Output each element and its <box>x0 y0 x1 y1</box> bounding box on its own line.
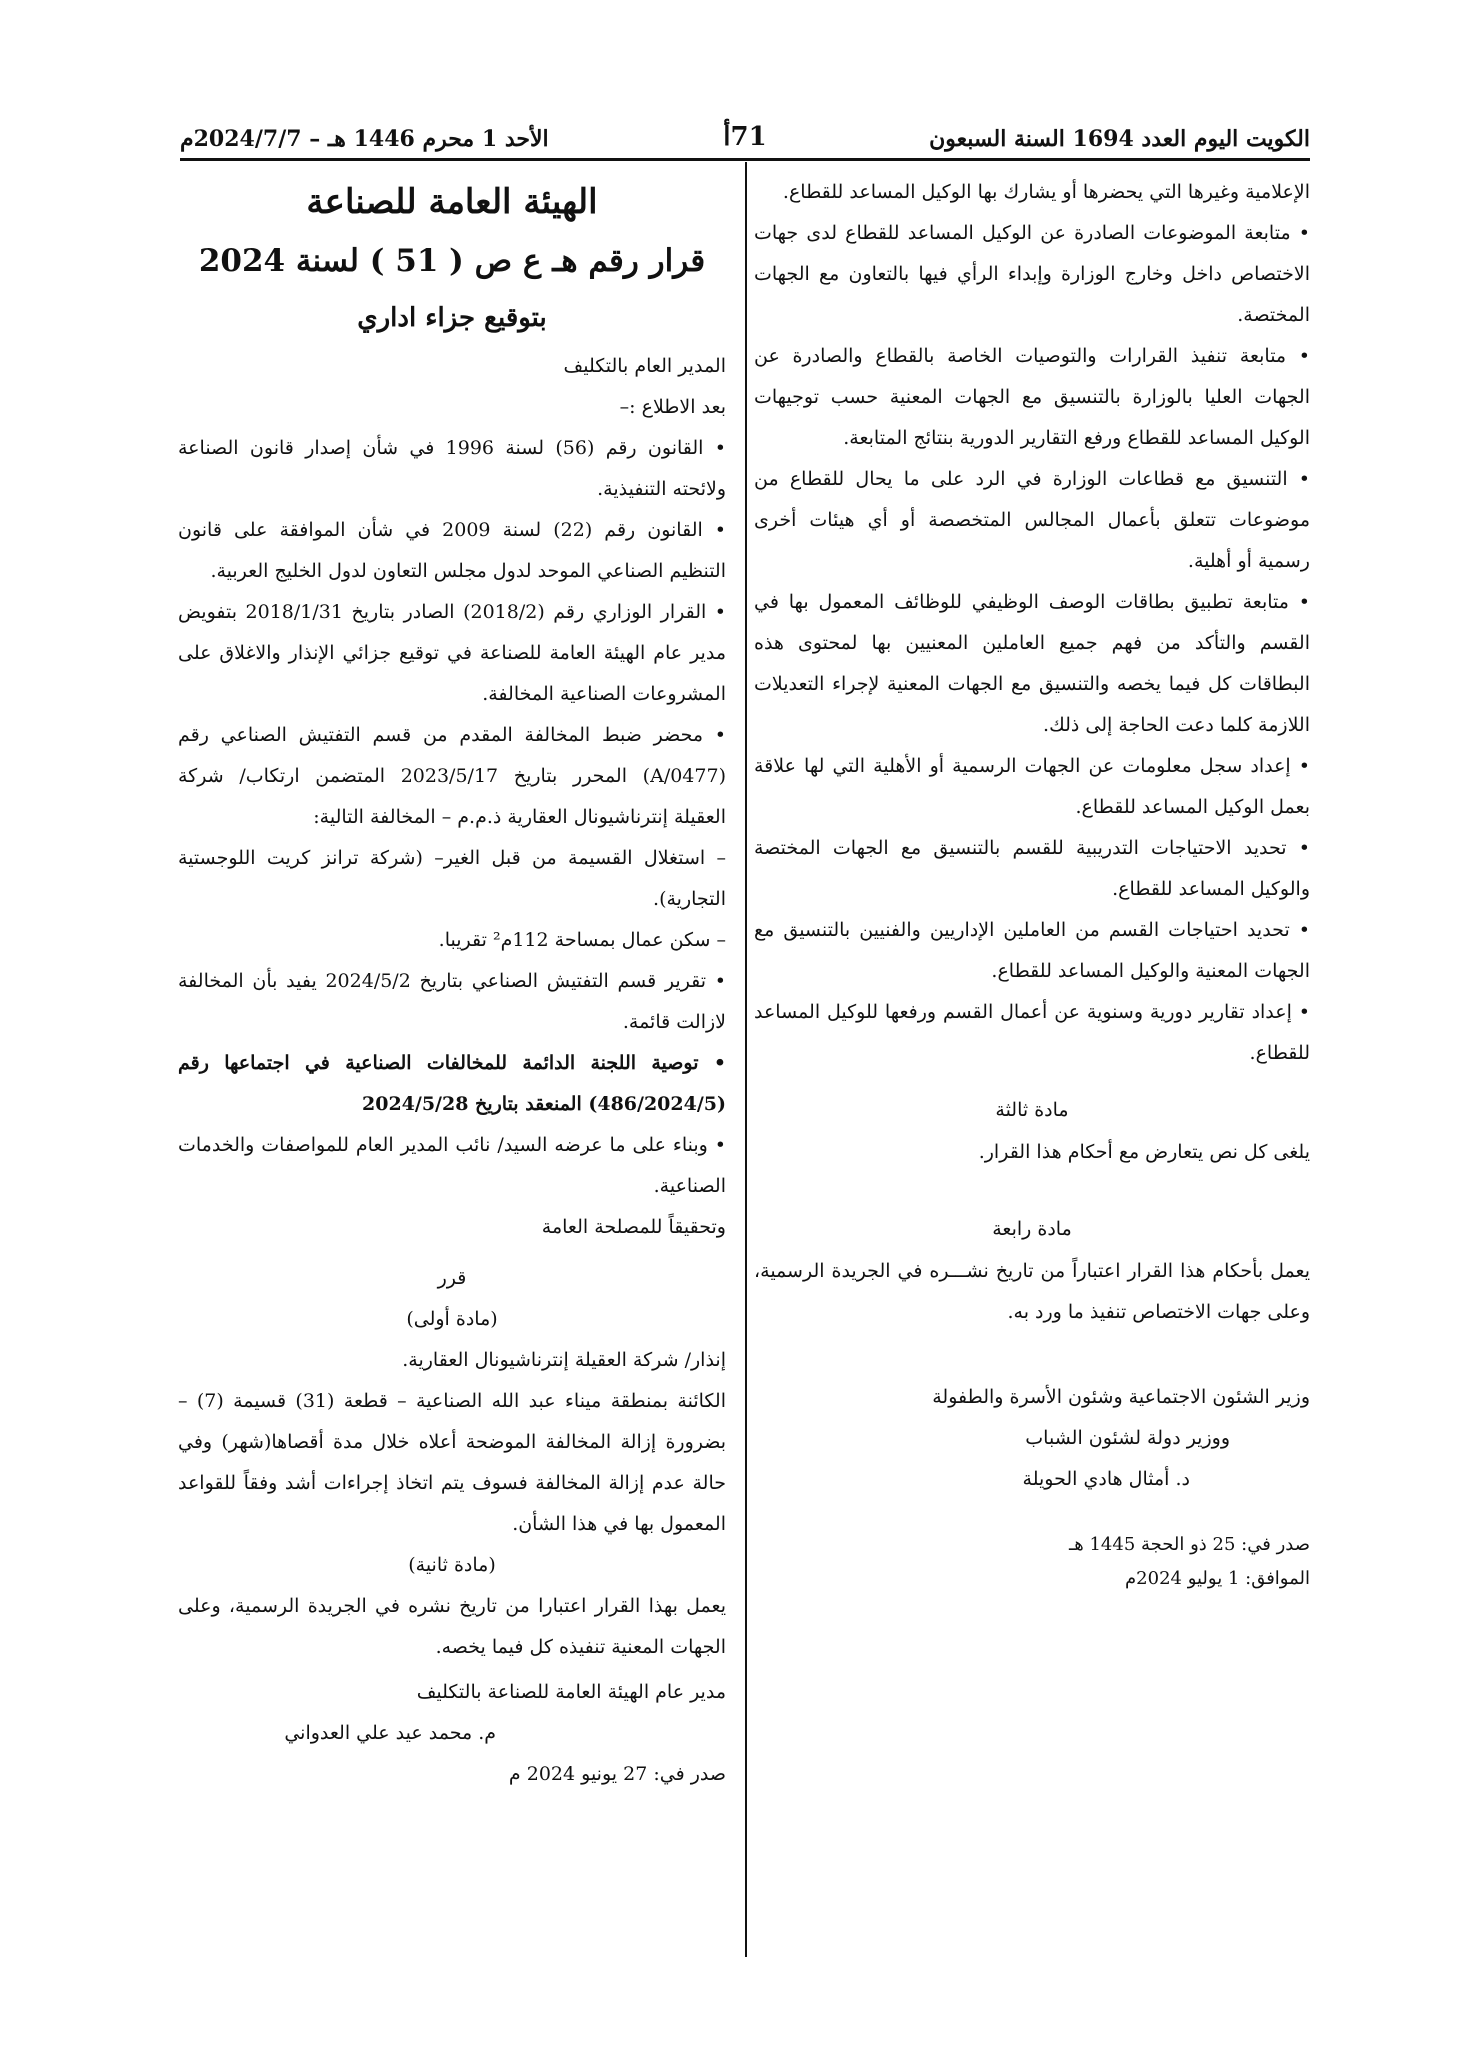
list-item: • متابعة تطبيق بطاقات الوصف الوظيفي للوظائف المعمول بها في القسم والتأكد من فهم جميع العاملين المعنيين بها لمحتوى هذه البطاقات كل فيما يخصه والتنسيق مع الجهات المعنية لإجراء التعديلات اللازمة كلما دعت الحاجة إلى ذلك. <box>754 591 1310 736</box>
list-item: • وبناء على ما عرضه السيد/ نائب المدير العام للمواصفات والخدمات الصناعية. <box>178 1134 726 1197</box>
minister-title-2: ووزير دولة لشئون الشباب <box>1025 1427 1230 1449</box>
decision-subject: بتوقيع جزاء اداري <box>357 303 547 333</box>
article-3-title: مادة ثالثة <box>995 1099 1069 1121</box>
list-item: • متابعة الموضوعات الصادرة عن الوكيل المساعد للقطاع لدى جهات الاختصاص داخل وخارج الوزارة وإبداء الرأي فيها بالتعاون مع الجهات المختصة. <box>754 222 1310 326</box>
page-number: 71أ <box>723 122 767 152</box>
list-item: • إعداد تقارير دورية وسنوية عن أعمال القسم ورفعها للوكيل المساعد للقطاع. <box>754 1001 1310 1064</box>
right-column <box>754 172 1310 1596</box>
list-item: • محضر ضبط المخالفة المقدم من قسم التفتيش الصناعي رقم (A/0477) المحرر بتاريخ 2023/5/17 المتضمن ارتكاب/ شركة العقيلة إنترناشيونال العقارية ذ.م.م – المخالفة التالية: <box>178 724 726 828</box>
list-item: – سكن عمال بمساحة 112م² تقريبا. <box>438 929 726 951</box>
authority-title: الهيئة العامة للصناعة <box>306 182 598 222</box>
page-header <box>180 122 1310 162</box>
header-date: الأحد 1 محرم 1446 هـ – 2024/7/7م <box>180 126 549 152</box>
list-item: • توصية اللجنة الدائمة للمخالفات الصناعية في اجتماعها رقم (486/2024/5) المنعقد بتاريخ 2024/5/28 <box>178 1052 726 1115</box>
list-item: • تقرير قسم التفتيش الصناعي بتاريخ 2024/5/2 يفيد بأن المخالفة لازالت قائمة. <box>178 970 726 1033</box>
article-3-text: يلغى كل نص يتعارض مع أحكام هذا القرار. <box>978 1141 1310 1163</box>
decided-heading: قرر <box>437 1267 467 1289</box>
after-review-line: بعد الاطلاع :– <box>619 396 726 418</box>
list-item: • تحديد الاحتياجات التدريبية للقسم بالتنسيق مع الجهات المختصة والوكيل المساعد للقطاع. <box>754 837 1310 900</box>
minister-title: وزير الشئون الاجتماعية وشئون الأسرة والطفولة <box>932 1386 1310 1408</box>
list-item: • متابعة تنفيذ القرارات والتوصيات الخاصة بالقطاع والصادرة عن الجهات العليا بالوزارة بالتنسيق مع الجهات المعنية حسب توجيهات الوكيل المساعد للقطاع ورفع التقارير الدورية بنتائج المتابعة. <box>754 345 1310 449</box>
issue-date-hijri: صدر في: 25 ذو الحجة 1445 هـ <box>1068 1534 1310 1555</box>
article-4-text: يعمل بأحكام هذا القرار اعتباراً من تاريخ نشـــره في الجريدة الرسمية، وعلى جهات الاختصاص تنفيذ ما ورد به. <box>754 1260 1310 1323</box>
issue-dates <box>754 1528 1310 1596</box>
list-item: الإعلامية وغيرها التي يحضرها أو يشارك بها الوكيل المساعد للقطاع. <box>782 181 1310 203</box>
article-1-line: الكائنة بمنطقة ميناء عبد الله الصناعية – قطعة (31) قسيمة (7) – بضرورة إزالة المخالفة الموضحة أعلاه خلال مدة أقصاها(شهر) وفي حالة عدم إزالة المخالفة فسوف يتم اتخاذ إجراءات أشد وفقاً للقواعد المعمول بها في هذا الشأن. <box>178 1390 726 1535</box>
list-item: وتحقيقاً للمصلحة العامة <box>541 1216 726 1238</box>
left-column <box>178 172 726 1795</box>
list-item: • القرار الوزاري رقم (2018/2) الصادر بتاريخ 2018/1/31 بتفويض مدير عام الهيئة العامة للصناعة في توقيع جزائي الإنذار والاغلاق على المشروعات الصناعية المخالفة. <box>178 601 726 705</box>
list-item: • إعداد سجل معلومات عن الجهات الرسمية أو الأهلية التي لها علاقة بعمل الوكيل المساعد للقطاع. <box>754 755 1310 818</box>
list-item: • التنسيق مع قطاعات الوزارة في الرد على ما يحال للقطاع من موضوعات تتعلق بأعمال المجالس المتخصصة أو أي هيئات أخرى رسمية أو أهلية. <box>754 468 1310 572</box>
list-item: • القانون رقم (56) لسنة 1996 في شأن إصدار قانون الصناعة ولائحته التنفيذية. <box>178 437 726 500</box>
article-2-title: (مادة ثانية) <box>408 1554 496 1576</box>
article-1-line: إنذار/ شركة العقيلة إنترناشيونال العقارية. <box>402 1349 726 1371</box>
list-item: • القانون رقم (22) لسنة 2009 في شأن الموافقة على قانون التنظيم الصناعي الموحد لدول مجلس التعاون لدول الخليج العربية. <box>178 519 727 582</box>
issue-date-gregorian: الموافق: 1 يوليو 2024م <box>1125 1568 1310 1589</box>
column-divider <box>745 162 747 1957</box>
list-item: – استغلال القسيمة من قبل الغير– (شركة ترانز كريت اللوجستية التجارية). <box>178 847 726 910</box>
header-rule <box>180 158 1310 161</box>
header-publication: الكويت اليوم العدد 1694 السنة السبعون <box>929 126 1310 152</box>
issuer-line: المدير العام بالتكليف <box>563 355 726 377</box>
decision-number: قرار رقم هـ ع ص ( 51 ) لسنة 2024 <box>198 243 706 279</box>
issue-date: صدر في: 27 يونيو 2024 م <box>508 1763 726 1785</box>
director-name: م. محمد عيد علي العدواني <box>284 1722 496 1744</box>
article-4-title: مادة رابعة <box>992 1218 1072 1240</box>
article-2-text: يعمل بهذا القرار اعتبارا من تاريخ نشره في الجريدة الرسمية، وعلى الجهات المعنية تنفيذه كل فيما يخصه. <box>178 1595 726 1658</box>
list-item: • تحديد احتياجات القسم من العاملين الإداريين والفنيين بالتنسيق مع الجهات المعنية والوكيل المساعد للقطاع. <box>754 919 1310 982</box>
minister-name: د. أمثال هادي الحويلة <box>1022 1468 1190 1490</box>
director-title: مدير عام الهيئة العامة للصناعة بالتكليف <box>416 1681 726 1703</box>
article-1-title: (مادة أولى) <box>406 1308 498 1330</box>
